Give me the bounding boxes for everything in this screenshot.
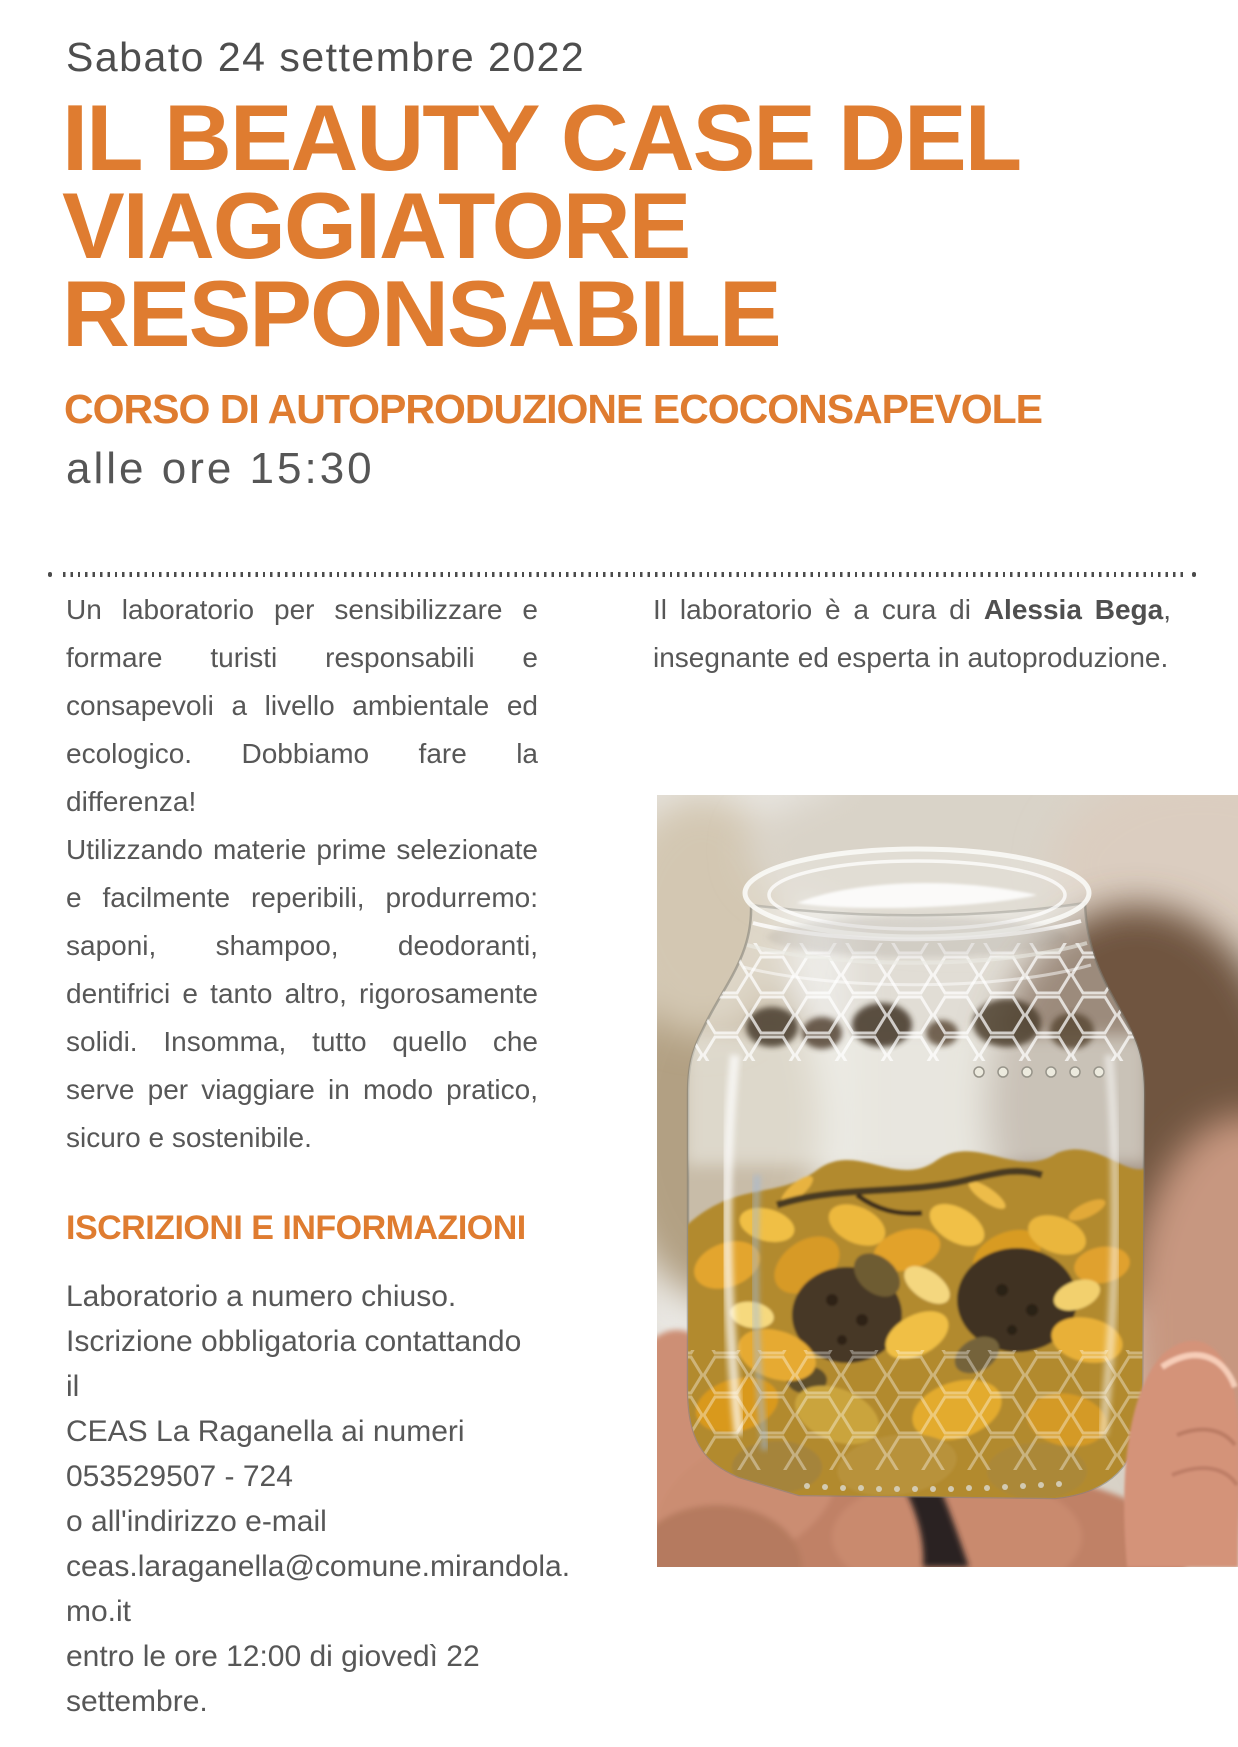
curator-column bbox=[653, 586, 1171, 682]
contact-line: entro le ore 12:00 di giovedì 22 bbox=[66, 1640, 480, 1673]
description-paragraph-1: Un laboratorio per sensibilizzare e formare turisti responsabili e consapevoli a livello ambientale ed ecologico. Dobbiamo fare la differenza! bbox=[66, 594, 538, 817]
description-paragraph-2: Utilizzando materie prime selezionate e facilmente reperibili, produrremo: saponi, shampoo, deodoranti, dentifrici e tanto altro, rigorosamente solidi. Insomma, tutto quello che serve per viaggiare in modo pratico, sicuro e sostenibile. bbox=[66, 834, 538, 1153]
event-subtitle: CORSO DI AUTOPRODUZIONE ECOCONSAPEVOLE bbox=[64, 386, 1042, 432]
contact-line: Laboratorio a numero chiuso. bbox=[66, 1280, 457, 1313]
divider-dotted-run bbox=[63, 572, 1183, 577]
curator-text-prefix: Il laboratorio è a cura di bbox=[653, 594, 984, 625]
jar-contents bbox=[685, 943, 1149, 1507]
contact-line-email: mo.it bbox=[66, 1595, 132, 1628]
contact-line: Iscrizione obbligatoria contattando il bbox=[66, 1325, 522, 1403]
divider-end-dot-left bbox=[48, 572, 52, 577]
contact-line-email: ceas.laraganella@comune.mirandola. bbox=[66, 1550, 571, 1583]
event-photo bbox=[657, 795, 1238, 1567]
event-time: alle ore 15:30 bbox=[66, 444, 375, 493]
dotted-divider bbox=[48, 572, 1196, 577]
contact-info bbox=[66, 1274, 571, 1724]
contact-line: o all'indirizzo e-mail bbox=[66, 1505, 327, 1538]
curator-text-suffix: , insegnante ed esperta in autoproduzione. bbox=[653, 594, 1171, 673]
divider-end-dot-right bbox=[1192, 572, 1196, 577]
event-title-line-1: IL BEAUTY CASE DEL bbox=[62, 85, 1021, 190]
info-heading: ISCRIZIONI E INFORMAZIONI bbox=[66, 1209, 526, 1247]
curator-paragraph bbox=[653, 586, 1171, 682]
event-title-line-2: VIAGGIATORE bbox=[62, 173, 690, 278]
description-column bbox=[66, 586, 571, 1724]
contact-line-phone: 053529507 - 724 bbox=[66, 1460, 293, 1493]
contact-line: settembre. bbox=[66, 1685, 208, 1718]
event-date: Sabato 24 settembre 2022 bbox=[66, 34, 586, 80]
event-title bbox=[62, 85, 1021, 366]
curator-name: Alessia Bega bbox=[983, 594, 1164, 625]
event-title-line-3: RESPONSABILE bbox=[62, 261, 780, 366]
contact-line: CEAS La Raganella ai numeri bbox=[66, 1415, 465, 1448]
